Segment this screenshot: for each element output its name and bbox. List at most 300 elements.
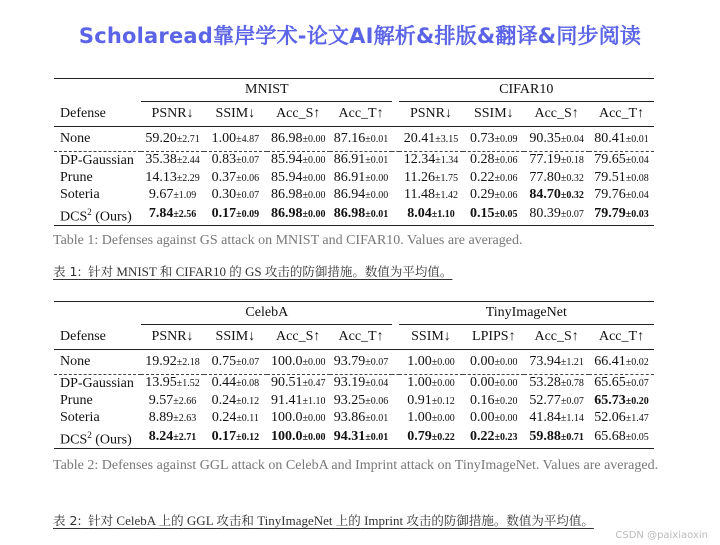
cell-value: 7.84 <box>148 205 174 221</box>
cell-std: ±2.66 <box>173 395 197 407</box>
defense-superscript: 2 <box>87 429 92 440</box>
cell-std: ±0.23 <box>494 431 518 443</box>
cell-value: 19.92 <box>145 353 177 369</box>
value-cell <box>267 350 330 375</box>
value-cell <box>141 127 204 152</box>
cell-std: ±0.06 <box>236 172 260 184</box>
defense-suffix: (Ours) <box>91 209 132 225</box>
cell-std: ±0.12 <box>236 431 260 443</box>
value-cell <box>399 410 464 427</box>
cell-value: 41.84 <box>529 409 561 425</box>
cell-std: ±1.34 <box>435 155 459 167</box>
cell-std: ±0.78 <box>560 378 584 390</box>
cell-std: ±1.10 <box>431 208 455 220</box>
translation-part: 针对 <box>88 264 114 279</box>
cell-std: ±2.44 <box>176 155 200 167</box>
cell-value: 11.26 <box>403 169 435 185</box>
value-cell <box>399 375 464 393</box>
metric-header: Acc_S↑ <box>267 102 330 127</box>
value-cell <box>589 204 654 226</box>
defense-name <box>54 410 141 427</box>
value-cell <box>589 187 654 204</box>
value-cell <box>399 152 464 170</box>
cell-std: ±0.04 <box>625 155 649 167</box>
cell-std: ±0.00 <box>302 356 326 368</box>
cell-std: ±0.32 <box>560 172 584 184</box>
cell-value: 86.98 <box>333 205 366 221</box>
defense-label: Soteria <box>60 187 100 202</box>
cell-std: ±1.42 <box>434 189 458 201</box>
translation-part: 和 <box>159 264 173 279</box>
value-cell <box>589 410 654 427</box>
cell-std: ±0.00 <box>302 412 326 424</box>
group-header-row <box>54 302 654 325</box>
value-cell <box>330 170 393 187</box>
cell-std: ±0.12 <box>236 395 260 407</box>
value-cell <box>589 170 654 187</box>
table-1-caption: Table 1: Defenses against GS attack on MNIST and CIFAR10. Values are averaged. <box>53 233 523 248</box>
group-label: TinyImageNet <box>399 302 654 325</box>
cell-std: ±0.01 <box>365 412 389 424</box>
value-cell <box>267 152 330 170</box>
metric-header: LPIPS↑ <box>463 325 524 350</box>
cell-std: ±2.56 <box>173 208 197 220</box>
cell-std: ±1.10 <box>302 395 326 407</box>
value-cell <box>399 350 464 375</box>
cell-std: ±0.07 <box>625 378 649 390</box>
value-cell <box>267 393 330 410</box>
cell-value: 65.65 <box>594 375 626 391</box>
cell-value: 35.38 <box>145 152 177 168</box>
cell-value: 77.19 <box>529 152 561 168</box>
cell-value: 13.95 <box>145 375 177 391</box>
cell-value: 65.68 <box>594 428 626 444</box>
cell-value: 73.94 <box>529 353 561 369</box>
value-cell <box>141 170 204 187</box>
cell-std: ±0.04 <box>560 133 584 145</box>
cell-std: ±2.18 <box>176 356 200 368</box>
cell-std: ±0.07 <box>560 208 584 220</box>
cell-value: 100.0 <box>270 428 303 444</box>
cell-value: 0.24 <box>211 392 237 408</box>
value-cell <box>399 170 464 187</box>
value-cell <box>141 152 204 170</box>
cell-value: 86.94 <box>333 186 366 202</box>
value-cell <box>399 427 464 449</box>
value-cell <box>204 187 267 204</box>
value-cell <box>204 152 267 170</box>
watermark: CSDN @paixiaoxin <box>615 530 708 541</box>
value-cell <box>204 410 267 427</box>
value-cell <box>463 152 524 170</box>
cell-value: 53.28 <box>529 375 561 391</box>
table-row <box>54 127 654 152</box>
cell-std: ±0.20 <box>625 395 649 407</box>
value-cell <box>463 375 524 393</box>
value-cell <box>589 127 654 152</box>
cell-value: 93.86 <box>333 409 366 425</box>
cell-value: 20.41 <box>403 130 436 146</box>
cell-std: ±4.87 <box>236 133 260 145</box>
cell-std: ±0.01 <box>365 155 389 167</box>
defense-label: DP-Gaussian <box>60 152 134 168</box>
group-label: MNIST <box>141 79 392 102</box>
table-2-caption: Table 2: Defenses against GGL attack on CelebA and Imprint attack on TinyImageNet. Values are averaged. <box>53 458 659 473</box>
value-cell <box>524 393 589 410</box>
cell-std: ±0.03 <box>625 208 649 220</box>
cell-value: 12.34 <box>403 152 436 168</box>
value-cell <box>330 127 393 152</box>
cell-std: ±0.18 <box>560 155 584 167</box>
cell-std: ±0.71 <box>560 431 584 443</box>
metric-header: SSIM↓ <box>463 102 524 127</box>
metric-header: Acc_S↑ <box>524 102 589 127</box>
value-cell <box>267 427 330 449</box>
cell-std: ±0.01 <box>365 431 389 443</box>
cell-std: ±0.20 <box>494 395 518 407</box>
cell-value: 0.30 <box>211 186 237 202</box>
cell-value: 59.88 <box>529 428 561 444</box>
value-cell <box>463 187 524 204</box>
cell-value: 0.79 <box>407 428 432 444</box>
cell-std: ±0.07 <box>236 189 260 201</box>
table-row <box>54 170 654 187</box>
translation-part: Imprint <box>360 513 407 528</box>
cell-value: 80.41 <box>594 130 626 146</box>
table-2-translation <box>53 511 673 529</box>
value-cell <box>330 187 393 204</box>
cell-std: ±0.00 <box>302 155 326 167</box>
cell-value: 0.24 <box>211 409 237 425</box>
defense-suffix: (Ours) <box>91 432 132 448</box>
cell-std: ±0.00 <box>494 412 518 424</box>
defense-superscript: 2 <box>87 206 92 217</box>
defense-name <box>54 152 141 170</box>
value-cell <box>267 410 330 427</box>
value-cell <box>463 427 524 449</box>
translation-part: GGL <box>183 513 217 528</box>
defense-name <box>54 375 141 393</box>
cell-std: ±0.00 <box>494 378 518 390</box>
cell-std: ±0.04 <box>625 189 649 201</box>
value-cell <box>141 187 204 204</box>
cell-std: ±2.63 <box>173 412 197 424</box>
value-cell <box>267 187 330 204</box>
cell-std: ±0.08 <box>625 172 649 184</box>
empty-cell <box>54 79 141 102</box>
column-header-row <box>54 325 654 350</box>
cell-std: ±0.01 <box>365 208 389 220</box>
value-cell <box>204 127 267 152</box>
metric-header: SSIM↓ <box>204 102 267 127</box>
value-cell <box>141 204 204 226</box>
cell-std: ±0.07 <box>365 356 389 368</box>
defense-name <box>54 393 141 410</box>
value-cell <box>267 170 330 187</box>
translation-part: GS <box>241 264 265 279</box>
cell-value: 0.73 <box>470 130 495 146</box>
table-2 <box>54 301 654 449</box>
cell-value: 0.44 <box>211 375 237 391</box>
cell-value: 77.80 <box>529 169 561 185</box>
value-cell <box>524 152 589 170</box>
defense-header: Defense <box>60 105 106 121</box>
cell-value: 52.77 <box>529 392 561 408</box>
value-cell <box>524 170 589 187</box>
value-cell <box>463 170 524 187</box>
defense-name <box>54 187 141 204</box>
cell-value: 1.00 <box>407 353 432 369</box>
cell-value: 0.91 <box>407 392 432 408</box>
cell-value: 79.79 <box>594 205 626 221</box>
cell-std: ±1.14 <box>560 412 584 424</box>
value-cell <box>330 350 393 375</box>
value-cell <box>267 127 330 152</box>
metric-header: PSNR↓ <box>141 325 204 350</box>
metric-header: Acc_T↑ <box>589 102 654 127</box>
cell-value: 0.83 <box>211 152 237 168</box>
value-cell <box>204 350 267 375</box>
cell-std: ±0.32 <box>560 189 584 201</box>
value-cell <box>399 393 464 410</box>
cell-value: 79.65 <box>594 152 626 168</box>
cell-std: ±0.00 <box>302 208 326 220</box>
metric-header: Acc_T↑ <box>330 102 393 127</box>
cell-std: ±2.71 <box>176 133 200 145</box>
table-1-translation <box>53 262 673 280</box>
defense-label: Prune <box>60 393 93 408</box>
value-cell <box>330 375 393 393</box>
translation-part: 上的 <box>158 513 184 528</box>
cell-value: 90.35 <box>529 130 561 146</box>
cell-std: ±0.02 <box>625 356 649 368</box>
cell-std: ±0.00 <box>302 189 326 201</box>
cell-value: 0.22 <box>470 428 495 444</box>
cell-value: 90.51 <box>270 375 303 391</box>
value-cell <box>524 127 589 152</box>
value-cell <box>524 375 589 393</box>
cell-std: ±0.04 <box>365 378 389 390</box>
cell-value: 100.0 <box>270 409 303 425</box>
value-cell <box>204 393 267 410</box>
value-cell <box>399 127 464 152</box>
metric-header: Acc_T↑ <box>330 325 393 350</box>
cell-value: 0.37 <box>211 169 237 185</box>
translation-part: TinyImageNet <box>253 513 336 528</box>
cell-std: ±0.00 <box>365 189 389 201</box>
cell-std: ±1.75 <box>434 172 458 184</box>
cell-std: ±0.06 <box>494 172 518 184</box>
cell-value: 52.06 <box>594 409 626 425</box>
cell-std: ±0.00 <box>302 431 326 443</box>
value-cell <box>463 127 524 152</box>
cell-std: ±1.52 <box>176 378 200 390</box>
value-cell <box>589 152 654 170</box>
cell-value: 8.04 <box>407 205 432 221</box>
cell-std: ±0.06 <box>494 189 518 201</box>
cell-std: ±0.12 <box>431 395 455 407</box>
cell-std: ±0.09 <box>236 208 260 220</box>
value-cell <box>524 427 589 449</box>
value-cell <box>589 427 654 449</box>
table-row <box>54 427 654 449</box>
cell-value: 91.41 <box>270 392 303 408</box>
value-cell <box>141 427 204 449</box>
translation-prefix: 表 1: <box>53 264 82 279</box>
cell-std: ±0.05 <box>494 208 518 220</box>
cell-std: ±0.09 <box>494 133 518 145</box>
table-1 <box>54 78 654 226</box>
value-cell <box>463 350 524 375</box>
cell-value: 84.70 <box>529 186 561 202</box>
empty-cell <box>54 302 141 325</box>
cell-value: 86.98 <box>270 186 303 202</box>
translation-part: CIFAR10 <box>172 264 230 279</box>
defense-label: DCS <box>60 432 88 448</box>
value-cell <box>330 204 393 226</box>
value-cell <box>524 187 589 204</box>
value-cell <box>267 375 330 393</box>
value-cell <box>463 410 524 427</box>
defense-label: DCS <box>60 209 88 225</box>
defense-label: DP-Gaussian <box>60 375 134 391</box>
cell-std: ±3.15 <box>435 133 459 145</box>
column-header-row <box>54 102 654 127</box>
cell-value: 8.24 <box>148 428 174 444</box>
translation-part: 上的 <box>335 513 361 528</box>
defense-label: Soteria <box>60 410 100 425</box>
cell-value: 0.75 <box>211 353 237 369</box>
cell-std: ±0.00 <box>431 378 455 390</box>
cell-value: 1.00 <box>407 375 432 391</box>
cell-std: ±0.06 <box>494 155 518 167</box>
table-row <box>54 187 654 204</box>
cell-value: 14.13 <box>145 169 177 185</box>
cell-value: 0.29 <box>470 186 495 202</box>
cell-std: ±0.00 <box>365 172 389 184</box>
group-label: CelebA <box>141 302 392 325</box>
metric-header: Acc_T↑ <box>589 325 654 350</box>
defense-name: None <box>54 127 141 152</box>
table-row <box>54 204 654 226</box>
defense-name <box>54 427 141 449</box>
metric-header: Acc_S↑ <box>524 325 589 350</box>
cell-std: ±1.09 <box>173 189 197 201</box>
value-cell <box>399 187 464 204</box>
translation-part: CelebA <box>113 513 159 528</box>
cell-value: 11.48 <box>403 186 435 202</box>
cell-value: 0.22 <box>470 169 495 185</box>
cell-value: 86.98 <box>270 130 303 146</box>
cell-std: ±2.29 <box>176 172 200 184</box>
cell-value: 65.73 <box>594 392 626 408</box>
cell-std: ±0.06 <box>365 395 389 407</box>
cell-std: ±1.21 <box>560 356 584 368</box>
table-1-body <box>54 79 654 226</box>
cell-value: 79.76 <box>594 186 626 202</box>
value-cell <box>141 375 204 393</box>
cell-value: 0.15 <box>470 205 495 221</box>
cell-std: ±0.01 <box>365 133 389 145</box>
value-cell <box>463 393 524 410</box>
cell-value: 85.94 <box>270 152 303 168</box>
cell-value: 94.31 <box>333 428 366 444</box>
cell-value: 8.89 <box>148 409 174 425</box>
cell-value: 0.00 <box>470 353 495 369</box>
cell-std: ±1.47 <box>625 412 649 424</box>
cell-value: 9.67 <box>148 186 174 202</box>
value-cell <box>524 350 589 375</box>
cell-value: 86.91 <box>333 169 366 185</box>
cell-value: 0.16 <box>470 392 495 408</box>
value-cell <box>524 204 589 226</box>
cell-value: 85.94 <box>270 169 303 185</box>
defense-header: Defense <box>60 328 106 344</box>
cell-std: ±0.00 <box>494 356 518 368</box>
table-2-body <box>54 302 654 449</box>
cell-std: ±0.11 <box>236 412 259 424</box>
cell-std: ±0.00 <box>302 172 326 184</box>
value-cell <box>330 427 393 449</box>
value-cell <box>204 204 267 226</box>
cell-std: ±0.00 <box>431 356 455 368</box>
metric-header: Acc_S↑ <box>267 325 330 350</box>
translation-part: 攻击的防御措施。数值为平均值。 <box>406 513 594 528</box>
translation-part: 攻击和 <box>216 513 254 528</box>
table-row <box>54 375 654 393</box>
cell-value: 0.17 <box>211 428 237 444</box>
group-label: CIFAR10 <box>399 79 654 102</box>
defense-label: Prune <box>60 170 93 185</box>
cell-std: ±0.08 <box>236 378 260 390</box>
cell-std: ±0.05 <box>625 431 649 443</box>
cell-value: 66.41 <box>594 353 626 369</box>
translation-part: MNIST <box>113 264 160 279</box>
cell-std: ±0.00 <box>431 412 455 424</box>
translation-part: 的 <box>229 264 242 279</box>
table-row <box>54 393 654 410</box>
cell-std: ±0.47 <box>302 378 326 390</box>
cell-std: ±0.07 <box>560 395 584 407</box>
cell-value: 79.51 <box>594 169 626 185</box>
cell-value: 87.16 <box>333 130 366 146</box>
value-cell <box>267 204 330 226</box>
cell-std: ±0.22 <box>431 431 455 443</box>
translation-prefix: 表 2: <box>53 513 82 528</box>
group-header-row <box>54 79 654 102</box>
table-row <box>54 410 654 427</box>
cell-value: 93.79 <box>333 353 366 369</box>
value-cell <box>204 375 267 393</box>
metric-header: SSIM↓ <box>204 325 267 350</box>
defense-name: None <box>54 350 141 375</box>
cell-value: 0.00 <box>470 409 495 425</box>
cell-value: 100.0 <box>270 353 303 369</box>
value-cell <box>330 393 393 410</box>
value-cell <box>204 427 267 449</box>
translation-part: 攻击的防御措施。数值为平均值。 <box>264 264 453 279</box>
table-row <box>54 350 654 375</box>
value-cell <box>330 410 393 427</box>
metric-header: SSIM↓ <box>399 325 464 350</box>
value-cell <box>463 204 524 226</box>
value-cell <box>524 410 589 427</box>
metric-header: PSNR↓ <box>399 102 464 127</box>
cell-value: 80.39 <box>529 205 561 221</box>
value-cell <box>204 170 267 187</box>
cell-std: ±0.07 <box>236 356 260 368</box>
cell-std: ±0.00 <box>302 133 326 145</box>
